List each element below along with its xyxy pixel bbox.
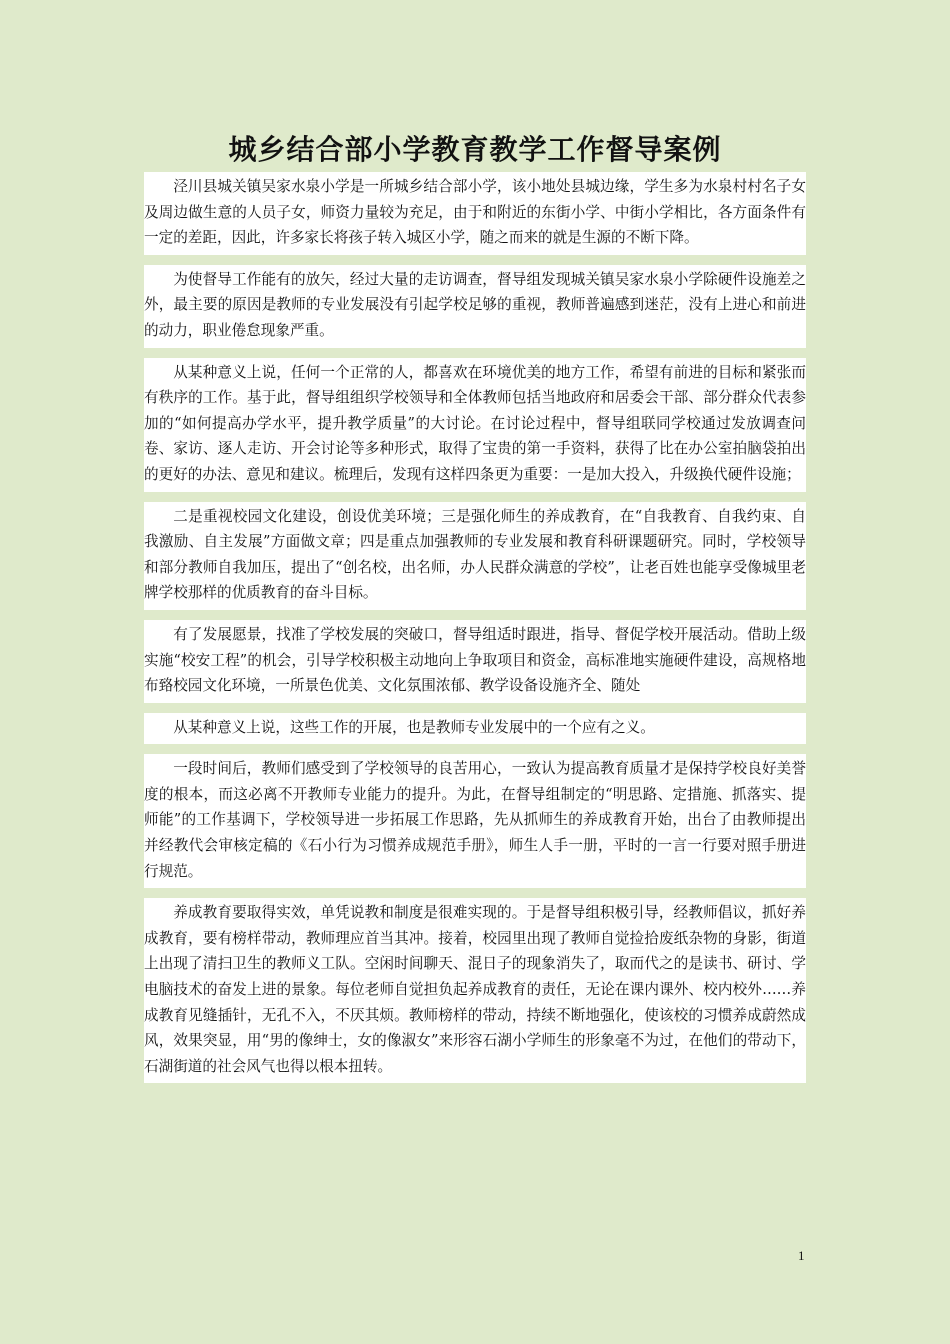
paragraph-7: 一段时间后，教师们感受到了学校领导的良苦用心，一致认为提高教育质量才是保持学校良好美誉度的根本，而这必离不开教师专业能力的提升。为此，在督导组制定的“明思路、定措施、抓落实、提师能”的工作基调下，学校领导进一步拓展工作思路，先从抓师生的养成教育开始，出台了由教师提出并经教代会审核定稿的《石小行为习惯养成规范手册》，师生人手一册，平时的一言一行要对照手册进行规范。 bbox=[144, 754, 806, 888]
paragraph-1: 泾川县城关镇吴家水泉小学是一所城乡结合部小学，该小地处县城边缘，学生多为水泉村村名子女及周边做生意的人员子女，师资力量较为充足，由于和附近的东街小学、中街小学相比，各方面条件有一定的差距，因此，许多家长将孩子转入城区小学，随之而来的就是生源的不断下降。 bbox=[144, 172, 806, 255]
paragraph-3: 从某种意义上说，任何一个正常的人，都喜欢在环境优美的地方工作，希望有前进的目标和紧张而有秩序的工作。基于此，督导组组织学校领导和全体教师包括当地政府和居委会干部、部分群众代表参加的“如何提高办学水平，提升教学质量”的大讨论。在讨论过程中，督导组联同学校通过发放调查问卷、家访、逐人走访、开会讨论等多种形式，取得了宝贵的第一手资料，获得了比在办公室拍脑袋拍出的更好的办法、意见和建议。梳理后，发现有这样四条更为重要：一是加大投入，升级换代硬件设施； bbox=[144, 358, 806, 492]
document-title: 城乡结合部小学教育教学工作督导案例 bbox=[228, 133, 722, 166]
paragraph-6: 从某种意义上说，这些工作的开展，也是教师专业发展中的一个应有之义。 bbox=[144, 713, 806, 745]
paragraph-5: 有了发展愿景，找准了学校发展的突破口，督导组适时跟进，指导、督促学校开展活动。借助上级实施“校安工程”的机会，引导学校积极主动地向上争取项目和资金，高标准地实施硬件建设，高规格地布臵校园文化环境，一所景色优美、文化氛围浓郁、教学设备设施齐全、随处 bbox=[144, 620, 806, 703]
paragraph-2: 为使督导工作能有的放矢，经过大量的走访调查，督导组发现城关镇吴家水泉小学除硬件设施差之外，最主要的原因是教师的专业发展没有引起学校足够的重视，教师普遍感到迷茫，没有上进心和前进的动力，职业倦怠现象严重。 bbox=[144, 265, 806, 348]
paragraph-8: 养成教育要取得实效，单凭说教和制度是很难实现的。于是督导组积极引导，经教师倡议，抓好养成教育，要有榜样带动，教师理应首当其冲。接着，校园里出现了教师自觉捡拾废纸杂物的身影，街道上出现了清扫卫生的教师义工队。空闲时间聊天、混日子的现象消失了，取而代之的是读书、研讨、学电脑技术的奋发上进的景象。每位老师自觉担负起养成教育的责任，无论在课内课外、校内校外……养成教育见缝插针，无孔不入，不厌其烦。教师榜样的带动，持续不断地强化，使该校的习惯养成蔚然成风，效果突显，用“男的像绅士，女的像淑女”来形容石湖小学师生的形象毫不为过，在他们的带动下，石湖街道的社会风气也得以根本扭转。 bbox=[144, 898, 806, 1083]
paragraph-4: 二是重视校园文化建设，创设优美环境；三是强化师生的养成教育，在“自我教育、自我约束、自我激励、自主发展”方面做文章；四是重点加强教师的专业发展和教育科研课题研究。同时，学校领导和部分教师自我加压，提出了“创名校，出名师，办人民群众满意的学校”，让老百姓也能享受像城里老牌学校那样的优质教育的奋斗目标。 bbox=[144, 502, 806, 610]
document-body bbox=[144, 172, 806, 1093]
page-number: 1 bbox=[798, 1248, 805, 1263]
